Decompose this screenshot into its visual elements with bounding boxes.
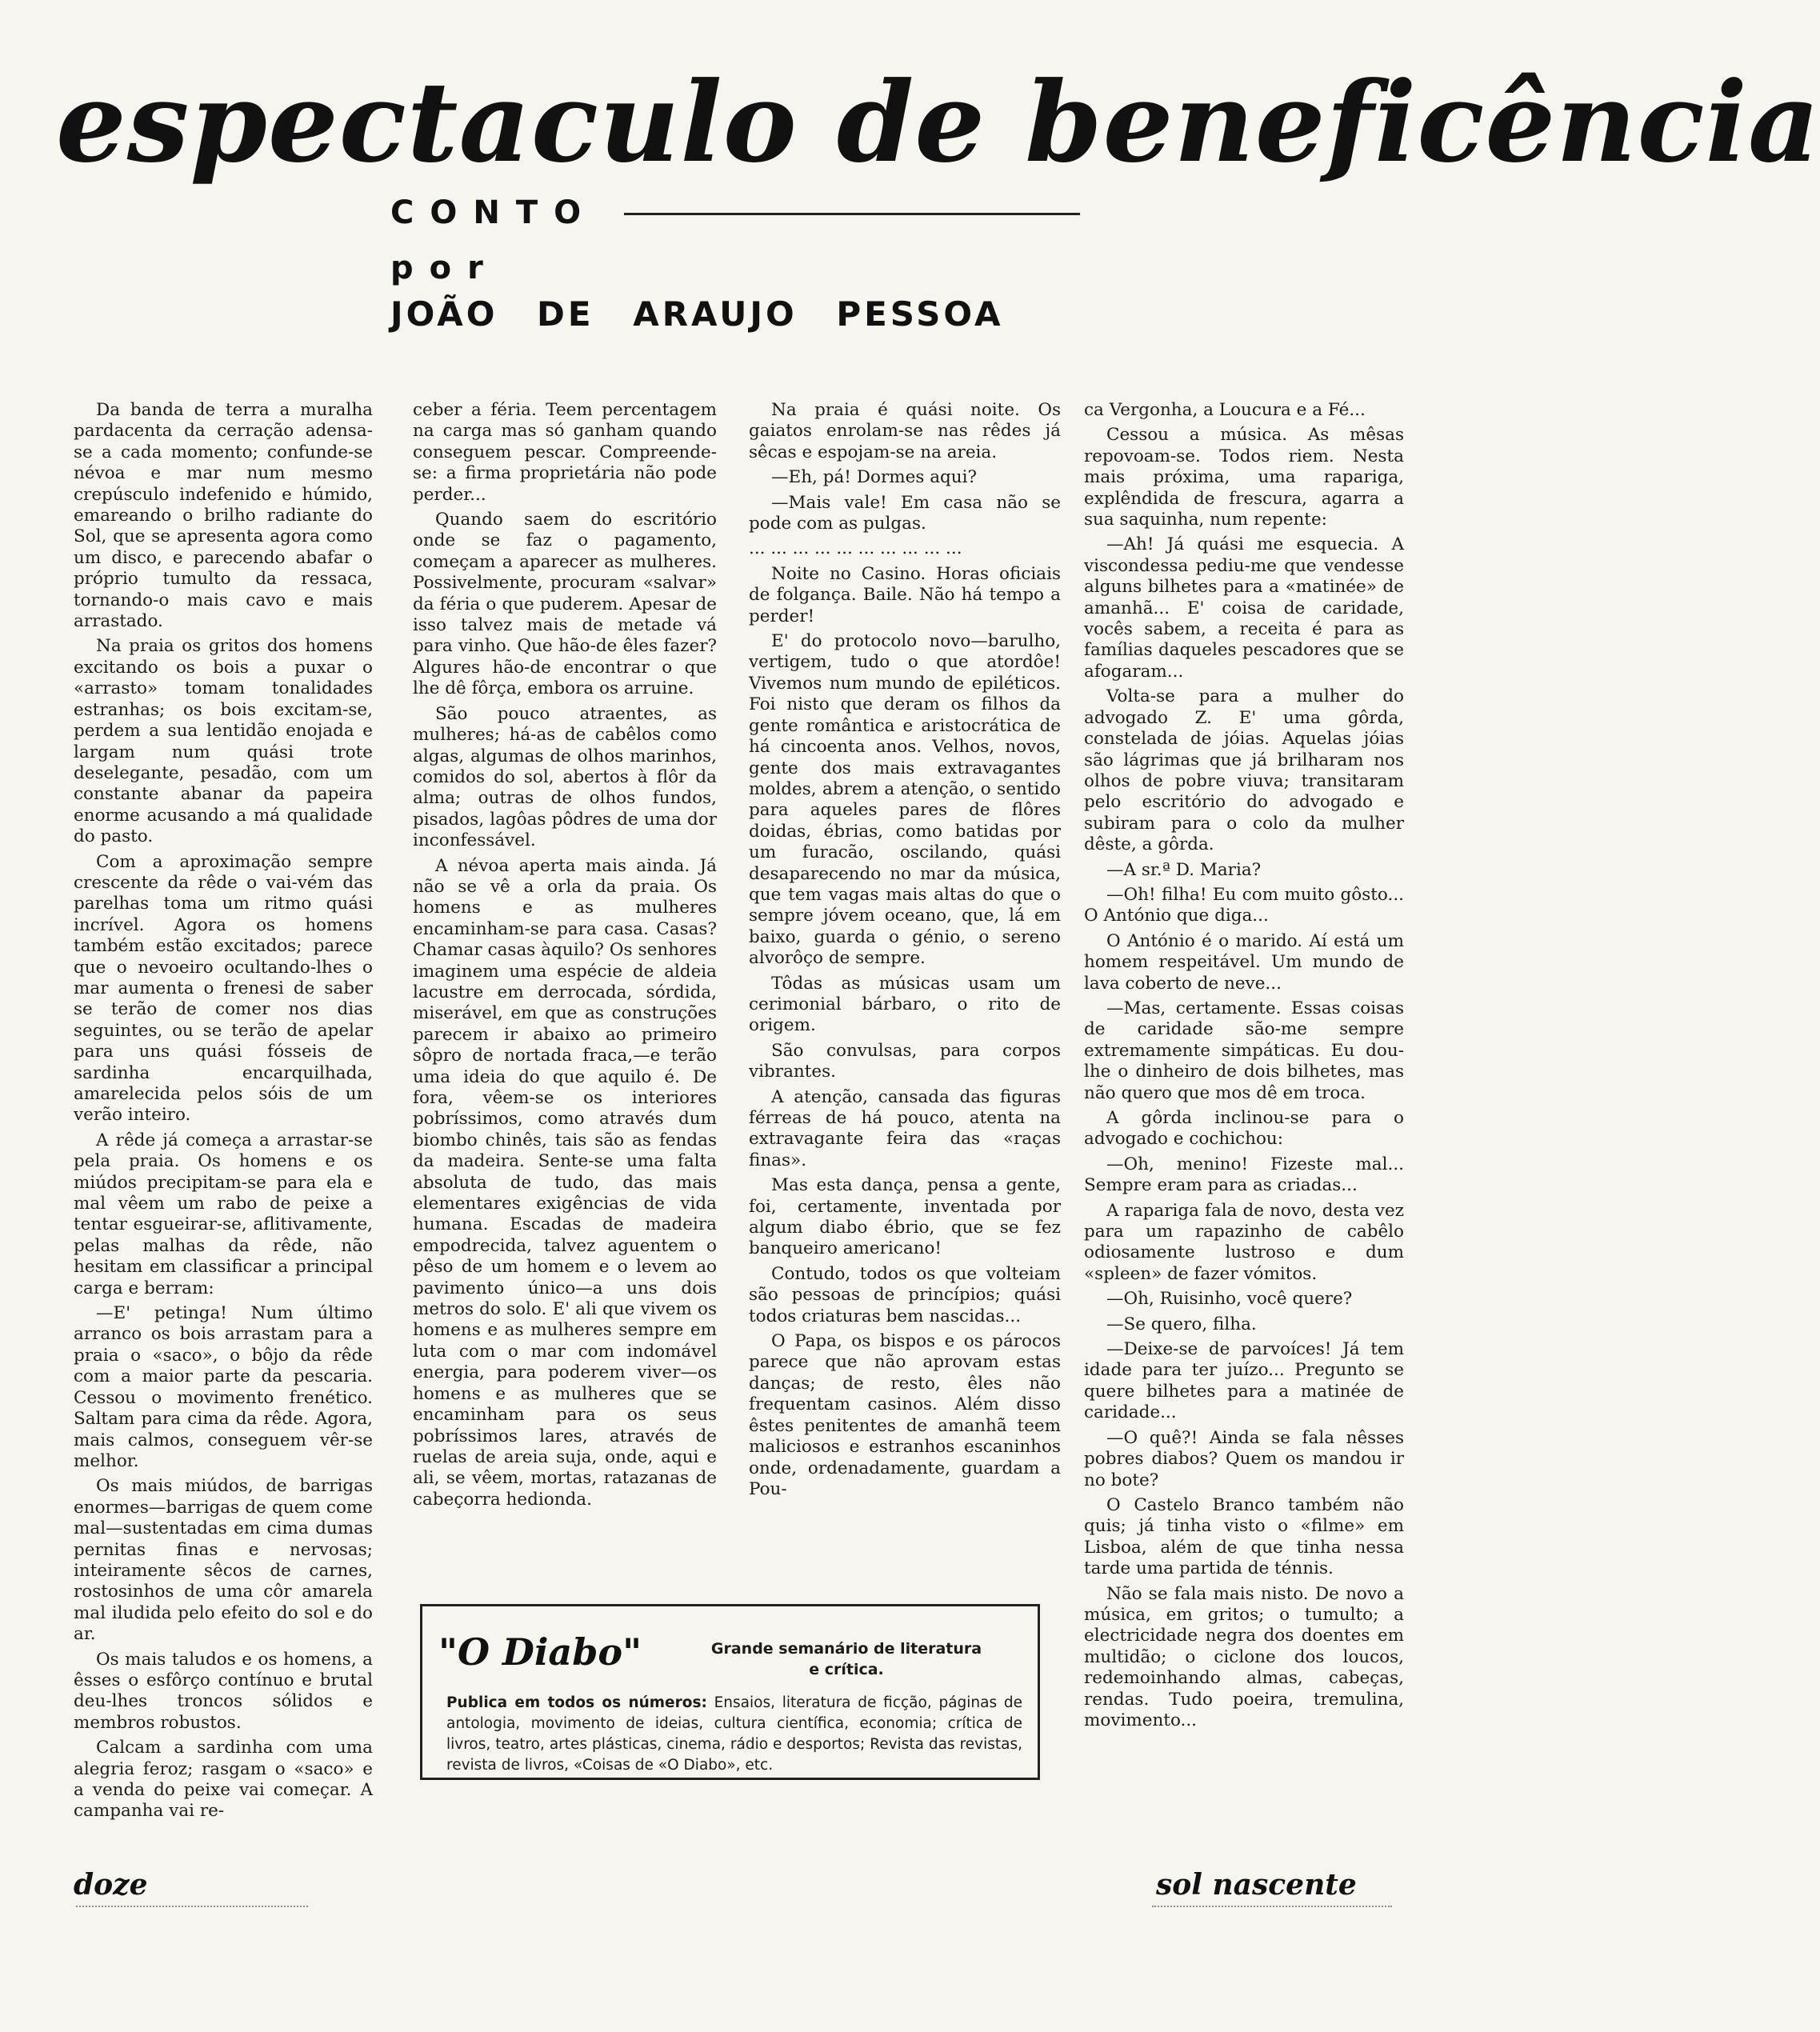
paragraph: A rapariga fala de novo, desta vez para um rapazinho de cabêlo odiosamente lustroso e dum «spleen» de fazer vómitos. [1084,1200,1404,1284]
paragraph: Tôdas as músicas usam um cerimonial bárbaro, o rito de origem. [749,973,1061,1036]
advertisement-box [420,1604,1040,1780]
paragraph: —Oh, menino! Fizeste mal... Sempre eram para as criadas... [1084,1154,1404,1196]
paragraph: Da banda de terra a muralha pardacenta da cerração adensa-se a cada momento; confunde-se névoa e mar num mesmo crepúsculo indefenido e húmido, emareando o brilho radiante do Sol, que se apresenta agora como um disco, e parecendo abafar o próprio tumulto da ressaca, tornando-o mais cavo e mais arrastado. [74,400,373,632]
ad-description [446,1693,1022,1776]
paragraph: O António é o marido. Aí está um homem respeitável. Um mundo de lava coberto de neve... [1084,930,1404,994]
paragraph: —Mas, certamente. Essas coisas de caridade são-me sempre extremamente simpáticas. Eu dou-lhe o dinheiro de dois bilhetes, mas não quero que mos dê em troca. [1084,998,1404,1103]
paragraph: Volta-se para a mulher do advogado Z. E' uma gôrda, constelada de jóias. Aquelas jóias são lágrimas que já brilharam nos olhos de pobre viuva; transitaram pelo escritório do advogado e subiram para o colo da mulher dêste, a gôrda. [1084,686,1404,855]
author-name: JOÃO DE ARAUJO PESSOA [390,294,1004,334]
ellipsis-separator: ... ... ... ... ... ... ... ... ... ... [749,538,962,559]
page-number: doze [74,1868,148,1902]
paragraph: Quando saem do escritório onde se faz o pagamento, começam a aparecer as mulheres. Possivelmente, procuram «salvar» da féria o que puderem. Apesar de isso talvez mais de metade vá para vinho. Que hão-de êles fazer? Algures hão-de encontrar o que lhe dê fôrça, embora os arruine. [413,510,717,699]
paragraph: ca Vergonha, a Loucura e a Fé... [1084,400,1366,420]
paragraph: Contudo, todos os que volteiam são pessoas de princípios; quási todos criaturas bem nascidas... [749,1263,1061,1326]
section-label: CONTO [390,194,598,231]
paragraph: A névoa aperta mais ainda. Já não se vê a orla da praia. Os homens e as mulheres encaminham-se para casa. Casas? Chamar casas àquilo? Os senhores imaginem uma espécie de aldeia lacustre em derrocada, sórdida, miserável, em que as construções parecem ir abaixo ao primeiro sôpro de nortada fraca,—e terão uma ideia do que aquilo é. De fora, vêem-se os interiores pobríssimos, como através dum biombo chinês, tais são as fendas da madeira. Sente-se uma falta absoluta de tudo, das mais elementares exigências de vida humana. Escadas de madeira empodrecida, talvez aguentem o pêso de um homem e o levem ao pavimento único—a uns dois metros do solo. E' ali que vivem os homens e as mulheres sempre em luta com o mar com indomável energia, para poderem viver—os homens e as mulheres que se encaminham para os seus pobríssimos lares, através de ruelas de areia suja, onde, aqui e ali, se vêem, mortas, ratazanas de cabeçorra hedionda. [413,855,717,1510]
paragraph: Com a aproximação sempre crescente da rêde o vai-vém das parelhas toma um ritmo quási incrível. Agora os homens também estão excitados; parece que o nevoeiro ocultando-lhes o mar aumenta o frenesi de saber se terão de comer nos dias seguintes, ou se terão de apelar para uns quási fósseis de sardinha encarquilhada, amarelecida pelos sóis de um verão inteiro. [74,851,373,1126]
magazine-name: sol nascente [1156,1868,1357,1902]
section-rule [624,213,1080,215]
paragraph: —Eh, pá! Dormes aqui? [771,467,978,488]
ad-lead: Publica em todos os números: [446,1694,707,1711]
paragraph: Cessou a música. As mêsas repovoam-se. Todos riem. Nesta mais próxima, uma rapariga, explêndida de frescura, agarra a sua saquinha, num repente: [1084,425,1404,530]
paragraph: Na praia é quási noite. Os gaiatos enrolam-se nas rêdes já sêcas e espojam-se na areia. [749,400,1061,462]
footer-rule-left [76,1906,308,1907]
paragraph: —Deixe-se de parvoíces! Já tem idade para ter juízo... Pregunto se quere bilhetes para a matinée de caridade... [1084,1339,1404,1423]
paragraph: —O quê?! Ainda se fala nêsses pobres diabos? Quem os mandou ir no bote? [1084,1427,1404,1490]
paragraph: São convulsas, para corpos vibrantes. [749,1040,1061,1082]
paragraph: Os mais miúdos, de barrigas enormes—barrigas de quem come mal—sustentadas em cima dumas pernitas finas e nervosas; inteiramente sêcos de carnes, rostosinhos de uma côr amarela mal iludida pelo efeito do sol e do ar. [74,1476,373,1645]
text-column-3 [749,400,1061,1504]
paragraph: São pouco atraentes, as mulheres; há-as de cabêlos como algas, algumas de olhos marinhos, comidos do sol, abertos à flôr da alma; outras de olhos fundos, pisados, lagôas pôdres de uma dor inconfessável. [413,703,717,851]
paragraph: A gôrda inclinou-se para o advogado e cochichou: [1084,1108,1404,1150]
ad-body-text: Ensaios, literatura de ficção, páginas de antologia, movimento de ideias, cultura científica, economia; crítica de livros, teatro, artes plásticas, cinema, rádio e desportos; Revista das revistas, revista de livros, «Coisas de «O Diabo», etc. [446,1694,1023,1774]
byline-prefix: por [390,250,499,286]
text-column-2 [413,400,717,1514]
text-column-1 [74,400,373,1826]
paragraph: A rêde já começa a arrastar-se pela praia. Os homens e os miúdos precipitam-se para ela e mal vêem um rabo de peixe a tentar esgueirar-se, aflitivamente, pelas malhas da rêde, não hesitam em classificar a principal carga e berram: [74,1130,373,1298]
paragraph: Noite no Casino. Horas oficiais de folgança. Baile. Não há tempo a perder! [749,563,1061,626]
paragraph: A atenção, cansada das figuras férreas de há pouco, atenta na extravagante feira das «raças finas». [749,1086,1061,1170]
paragraph: ceber a féria. Teem percentagem na carga mas só ganham quando conseguem pescar. Compreende-se: a firma proprietária não pode perder... [413,400,717,505]
paragraph: —A sr.ª D. Maria? [1106,859,1262,880]
paragraph: O Papa, os bispos e os párocos parece que não aprovam estas danças; de resto, êles não frequentam casinos. Além disso êstes penitentes de amanhã teem maliciosos e estranhos escaninhos onde, ordenadamente, guardam a Pou- [749,1331,1061,1499]
paragraph: —Ah! Já quási me esquecia. A viscondessa pediu-me que vendesse alguns bilhetes para a «matinée» de amanhã... E' coisa de caridade, vocês sabem, a receita é para as famílias daqueles pescadores que se afogaram... [1084,534,1404,682]
paragraph: E' do protocolo novo—barulho, vertigem, tudo o que atordôe! Vivemos num mundo de epiléticos. Foi nisto que deram os filhos da gente romântica e aristocrática de há cincoenta anos. Velhos, novos, gente dos mais extravagantes moldes, abrem a atenção, o sentido para aqueles pares de flôres doidas, ébrias, como batidas por um furacão, oscilando, quási desaparecendo no mar da música, que tem vagas mais altas do que o sempre jóvem oceano, que, lá em baixo, guarda o génio, o sereno alvorôço de sempre. [749,631,1061,969]
paragraph: —Se quero, filha. [1106,1314,1257,1334]
paragraph: Não se fala mais nisto. De novo a música, em gritos; o tumulto; a electricidade negra dos doentes em multidão; o ciclone dos loucos, redemoinhando almas, cabeças, rendas. Tudo poeira, tremulina, movimento... [1084,1583,1404,1730]
paragraph: Os mais taludos e os homens, a êsses o esfôrço contínuo e brutal deu-lhes troncos sólidos e membros robustos. [74,1649,373,1733]
ad-logo: "O Diabo" [438,1630,642,1674]
footer-rule-right [1152,1906,1392,1907]
paragraph: Mas esta dança, pensa a gente, foi, certamente, inventada por algum diabo ébrio, que se fez banqueiro americano! [749,1175,1061,1259]
paragraph: Calcam a sardinha com uma alegria feroz; rasgam o «saco» e a venda do peixe vai começar. A campanha vai re- [74,1738,373,1822]
paragraph: —Oh, Ruisinho, você quere? [1106,1289,1353,1310]
paragraph: Na praia os gritos dos homens excitando os bois a puxar o «arrasto» tomam tonalidades estranhas; os bois excitam-se, perdem a sua lentidão enojada e largam num quási trote deselegante, pesadão, com um constante abanar da papeira enorme acusando a má qualidade do pasto. [74,636,373,847]
paragraph: —Oh! filha! Eu com muito gôsto... O António que diga... [1084,884,1404,926]
article-title: espectaculo de beneficência [56,57,1820,187]
text-column-4 [1084,400,1404,1735]
paragraph: O Castelo Branco também não quis; já tinha visto o «filme» em Lisboa, além de que tinha nessa tarde uma partida de ténnis. [1084,1494,1404,1579]
paragraph: —E' petinga! Num último arranco os bois arrastam para a praia o «saco», o bôjo da rêde com a maior parte da pescaria. Cessou o movimento frenético. Saltam para cima da rêde. Agora, mais calmos, conseguem vêr-se melhor. [74,1303,373,1471]
ad-tagline: Grande semanário de literatura e crítica. [710,1640,982,1678]
paragraph: —Mais vale! Em casa não se pode com as pulgas. [749,492,1061,534]
